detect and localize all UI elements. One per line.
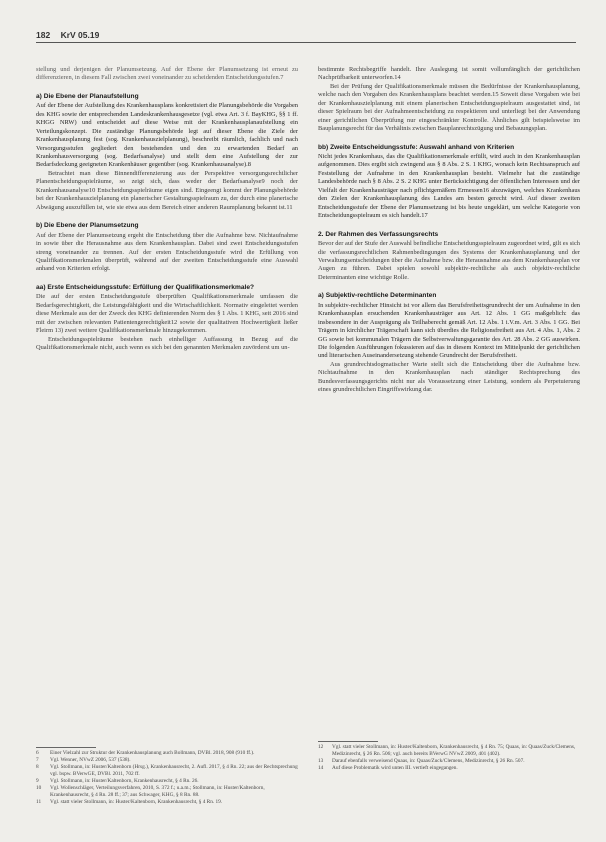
page-header	[36, 30, 576, 43]
footnote-number: 11	[36, 799, 42, 805]
footnote	[36, 757, 298, 764]
section-heading: a) Subjektiv-rechtliche Determinanten	[318, 292, 437, 300]
footnote-number: 6	[36, 750, 39, 756]
body-paragraph: In subjektiv-rechtlicher Hinsicht ist vor allem das Berufsfreiheitsgrundrecht der um Aufnahme in den Krankenhausplan ersuchenden Krankenhausträger aus Art. 12 Abs. 1 GG maßgeblich: das insbesondere in der Ausprägung als Teilhaberecht gemäß Art. 12 Abs. 1 i.V.m. Art. 3 Abs. 1 GG. Bei Trägern in kirchlicher Trägerschaft kann sich überdies die Religionsfreiheit aus Art. 4 Abs. 1, Abs. 2 GG sowie bei kommunalen Trägern die Selbstverwaltungsgarantie des Art. 28 Abs. 2 GG auswirken. Die folgenden Ausführungen fokussieren auf das in diesem Kontext im Mittelpunkt der gerichtlichen und literarischen Auseinandersetzung stehende Grundrecht der Berufsfreiheit.	[318, 301, 580, 360]
body-paragraph: Auf der Ebene der Planumsetzung ergeht die Entscheidung über die Aufnahme bzw. Nichtaufnahme in sowie über die Herausnahme aus dem Krankenhausplan. Dabei sind zwei Entscheidungsstufen streng voneinander zu trennen. Auf der ersten Entscheidungsstufe wird die Erfüllung von Qualifikationsmerkmalen überprüft, während auf der zweiten Entscheidungsstufe eine Auswahl anhand von Kriterien erfolgt.	[36, 231, 298, 273]
footnote-text: Vgl. Stollmann, in: Huster/Kaltenborn (Hrsg.), Krankenhausrecht, 2. Aufl. 2017, § 4 Rn. 22; aus der Rechtsprechung vgl. bspw. BVerwGE, DVBl. 2011, 702 ff.	[50, 764, 298, 777]
journal-name: KrV 05.19	[60, 30, 100, 40]
footnote-number: 7	[36, 757, 39, 763]
footnotes-right	[318, 741, 580, 772]
footnote	[318, 744, 580, 758]
footnote-number: 13	[318, 758, 324, 764]
footnote-text: Vgl. statt vieler Stollmann, in: Huster/Kaltenborn, Krankenhausrecht, § 4 Rn. 75; Quaas, in: Quaas/Zuck/Clemens, Medizinrecht, § 26 Rn. 506; vgl. auch bereits BVerwG NVwZ 2009, 401 (402).	[332, 744, 576, 757]
body-paragraph: Bei der Prüfung der Qualifikationsmerkmale müssen die Bedürfnisse der Krankenhausplanung, welche nach den Vorgaben des Krankenhausplans beachtet werden.15 Soweit diese Vorgaben wie bei der Krankenhauszielplanung mit einem planerischen Entscheidungsspielraum ausgestattet sind, ist dieser Spielraum bei der Aufnahmeentscheidung zu respektieren und unterliegt bei der Anwendung einer gerichtlichen Überprüfung nur eingeschränkter Kontrolle. Ähnliches gilt beispielsweise im Bauplanungsrecht für das Verhältnis zwischen Bauplanrechtszügung und Bebauungsplan.	[318, 82, 580, 133]
footnote-number: 10	[36, 785, 42, 791]
footnote	[36, 764, 298, 778]
footnote-rule	[318, 741, 378, 742]
section-heading: a) Die Ebene der Planaufstellung	[36, 92, 139, 100]
footnote	[36, 799, 298, 806]
footnote-rule	[36, 747, 96, 748]
body-paragraph: stellung und derjenigen der Planumsetzung. Auf der Ebene der Planumsetzung ist erneut zu differenzieren, in diesem Fall zwischen zwei voneinander zu scheidenden Entscheidungsstufen.7	[36, 66, 298, 82]
body-paragraph: Betrachtet man diese Binnendifferenzierung aus der Perspektive versorgungsrechtlicher Planentscheidungsspielräume, so zeigt sich, dass weder der Bedarfsanalyse9 noch der Krankenhausanalyse10 Entscheidungsspielräume eigen sind. Eingeengt kommt der Planungsbehörde bei der Krankenhauszielplanung ein planerischer Gestaltungsspielraum zu, der durch eine planerische Abwägung auszufüllen ist, wie sie etwa aus dem Bereich einer anderen Raumplanung bekannt ist.11	[36, 169, 298, 211]
footnotes-left	[36, 747, 298, 806]
footnote	[36, 750, 298, 757]
footnote-number: 12	[318, 744, 324, 750]
footnote-number: 9	[36, 778, 39, 784]
section-heading: b) Die Ebene der Planumsetzung	[36, 222, 139, 230]
page-number: 182	[36, 30, 51, 40]
body-paragraph: Entscheidungsspielräume bestehen nach einhelliger Auffassung in Bezug auf die Qualifikationsmerkmale nicht, auch wenn es sich bei den genannten Merkmalen zuvörderst um un-	[36, 335, 298, 351]
footnote-number: 8	[36, 764, 39, 770]
body-paragraph: Nicht jedes Krankenhaus, das die Qualifikationsmerkmale erfüllt, wird auch in den Krankenhausplan aufgenommen. Dies ergibt sich zwingend aus § 8 Abs. 2 S. 1 KHG, wonach kein Rechtsanspruch auf Feststellung der Aufnahme in den Krankenhausplan besteht. Vielmehr hat die zuständige Landesbehörde nach § 8 Abs. 2 S. 2 KHG unter Berücksichtigung der öffentlichen Interessen und der Vielfalt der Krankenhausträger nach pflichtgemäßem Ermessen16 abzuwägen, welches Krankenhaus den Zielen der Krankenhausplanung des Landes am besten gerecht wird. Auf dieser zweiten Entscheidungsstufe der Ebene der Planumsetzung ist bis heute ungeklärt, um welche Kategorie von Entscheidungsspielraum es sich handelt.17	[318, 153, 580, 220]
footnote-text: Auf diese Problematik wird unten III. vertieft eingegangen.	[332, 765, 458, 771]
section-heading: bb) Zweite Entscheidungsstufe: Auswahl anhand von Kriterien	[318, 143, 515, 151]
body-paragraph: Die auf der ersten Entscheidungsstufe überprüften Qualifikationsmerkmale umfassen die Bedarfsgerechtigkeit, die Leistungsfähigkeit und die Wirtschaftlichkeit. Normativ eingeleitet werden diese Merkmale aus der der Zweck des KHG definierenden Norm des § 1 Abs. 1 KHG, seit 2016 sind mit der zwischen relevanten Patientengerechtigkeit12 sowie der qualitativen Hochwertigkeit ließer Fleirm 13) zwei weitere Qualifikationsmerkmale hinzugekommen.	[36, 293, 298, 335]
footnote	[318, 765, 580, 772]
footnote-text: Vgl. Wenner, NVwZ 2006, 537 (538).	[50, 757, 131, 763]
body-paragraph: Auf der Ebene der Aufstellung des Krankenhausplans konkretisiert die Planungsbehörde die Vorgaben des KHG sowie der entsprechenden Landeskrankenhausgesetze (vgl. etwa Art. 3 f. BayKHG, §§ 1 ff. KHGG NRW) und entscheidet auf diese Weise mit der Krankenhausplanaufstellung ein Verteilungskonzept. Die zuständige Planungsbehörde legt auf dieser Ebene die Ziele der Krankenhausplanung fest (sog. Krankenhauszielplanung), beschreibt räumlich, fachlich und nach Versorgungsstufen gegliedert den bestehenden und den zu erwartenden Bedarf an Krankenhausversorgung (sog. Bedarfsanalyse) und stellt dem eine Aufstellung der zur Bedarfsdeckung geeigneten Krankenhäuser gegenüber (sog. Krankenhausanalyse).8	[36, 102, 298, 169]
footnote	[318, 758, 580, 765]
body-paragraph: Aus grundrechtsdogmatischer Warte stellt sich die Entscheidung über die Aufnahme bzw. Nichtaufnahme in den Krankenhausplan nach ständiger Rechtsprechung des Bundesverfassungsgerichts nicht nur als Voraussetzung einer Leistung, sondern als Perpetuierung eines grundrechtlichen Eingriffswirkung dar.	[318, 360, 580, 394]
section-heading: aa) Erste Entscheidungsstufe: Erfüllung der Qualifikationsmerkmale?	[36, 283, 255, 291]
right-column	[318, 66, 580, 395]
footnote-text: Einer Vielzahl zur Struktur der Krankenhausplanung auch Bollmann, DVBl. 2018, 908 (910 ff.).	[50, 750, 255, 756]
section-heading: 2. Der Rahmen des Verfassungsrechts	[318, 230, 439, 238]
footnote-text: Vgl. Wollenschläger, Verteilungsverfahren, 2010, S. 372 f.; u.a.m.; Stollmann, in: Huster/Kaltenborn, Krankenhausrecht, § 4 Rn. 28 ff.; 37; aus Schwager, KHG, § 8 Rn. 88.	[50, 785, 265, 798]
footnote-text: Vgl. statt vieler Stollmann, in: Huster/Kaltenborn, Krankenhausrecht, § 4 Rn. 19.	[50, 799, 223, 805]
footnote	[36, 785, 298, 799]
footnote	[36, 778, 298, 785]
footnote-text: Darauf ebenfalls verweisend Quaas, in: Quaas/Zuck/Clemens, Medizinrecht, § 26 Rn. 507.	[332, 758, 525, 764]
left-column	[36, 66, 298, 352]
footnote-number: 14	[318, 765, 324, 771]
body-paragraph: Bevor der auf der Stufe der Auswahl befindliche Entscheidungsspielraum zugeordnet wird, gilt es sich die verfassungsrechtlichen Rahmenbedingungen des Systems der Krankenhausplanung und der Verwaltungsentscheidungen über die Aufnahme bzw. die Herausnahme aus dem Krankenhausplan vor Augen zu führen. Dabei spielen sowohl subjektiv-rechtliche als auch objektiv-rechtliche Determinanten eine wichtige Rolle.	[318, 240, 580, 281]
footnote-text: Vgl. Stollmann, in: Huster/Kaltenborn, Krankenhausrecht, § 4 Rn. 26.	[50, 778, 199, 784]
body-paragraph: bestimmte Rechtsbegriffe handelt. Ihre Auslegung ist somit vollumfänglich der gerichtlichen Nachprüfbarkeit unterworfen.14	[318, 66, 580, 82]
